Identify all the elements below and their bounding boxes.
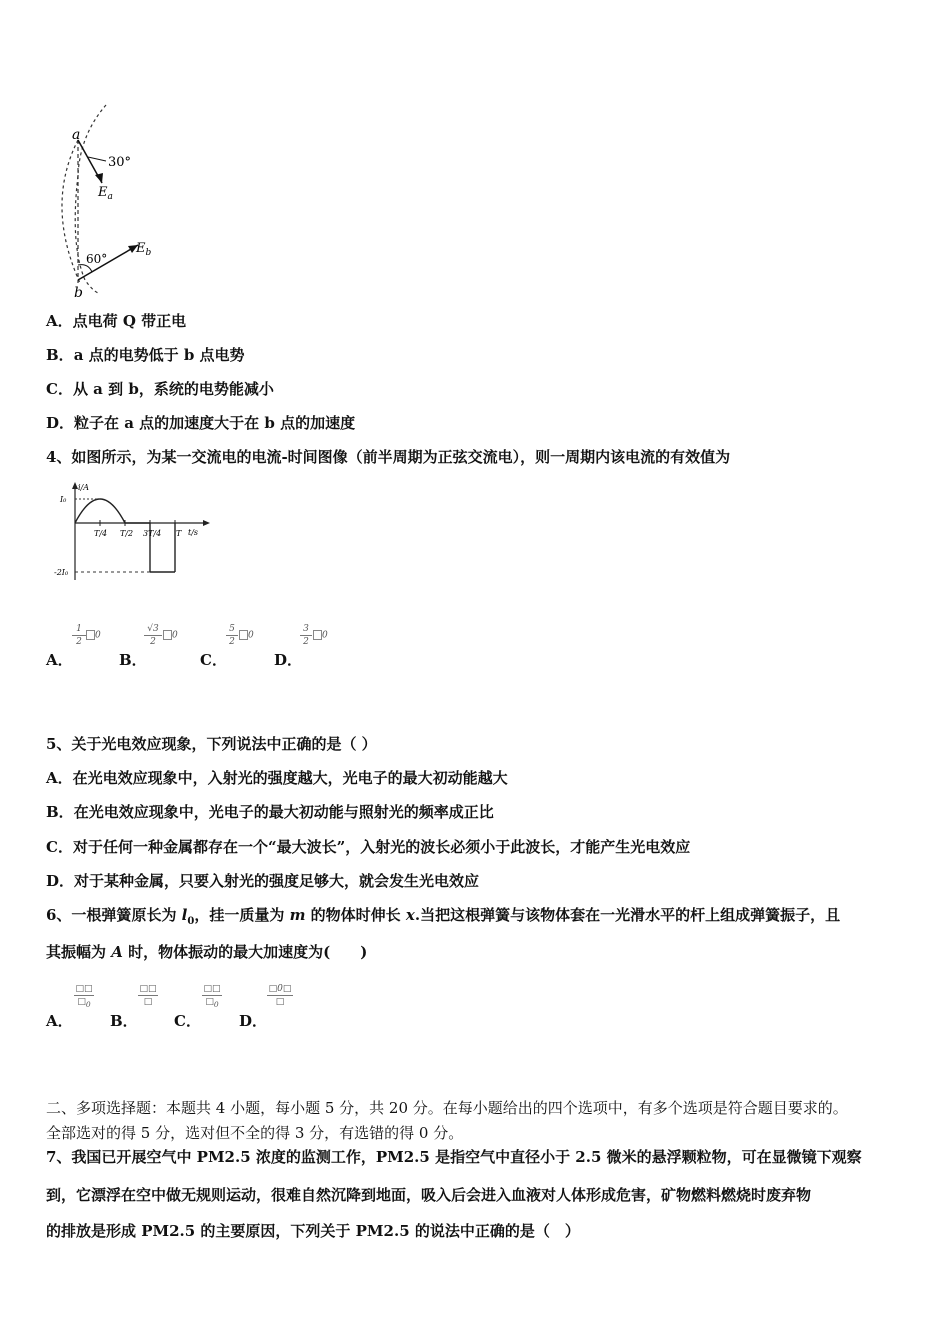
q5-option-b: B．在光电效应现象中，光电子的最大初动能与照射光的频率成正比 — [46, 803, 494, 821]
q4-option-c-value: 5 2 — [226, 624, 238, 647]
y-axis-label: i/A — [78, 483, 90, 492]
point-b-label: b — [74, 285, 83, 301]
placeholder-glyph — [86, 630, 95, 640]
q4-stem: 4、如图所示，为某一交流电的电流-时间图像（前半周期为正弦交流电），则一周期内该电流的有效值为 — [46, 448, 731, 466]
svg-text:Eb — [135, 241, 152, 258]
q4-option-b-value: √3 2 — [144, 624, 162, 647]
placeholder-glyph — [313, 630, 322, 640]
q6-option-c-key: C． — [174, 1012, 201, 1030]
q3-option-c: C．从 a 到 b，系统的电势能减小 — [46, 380, 274, 398]
angle-b-label: 60° — [86, 252, 108, 266]
q6-option-b-value: □□ □ — [139, 984, 157, 1007]
current-time-graph — [50, 480, 215, 585]
q5-option-d: D．对于某种金属，只要入射光的强度足够大，就会发生光电效应 — [46, 872, 480, 890]
q4-option-a-value: 1 2 — [72, 624, 86, 647]
q6-option-c-value: □□ $□_0$ — [203, 984, 221, 1009]
q5-stem: 5、关于光电效应现象，下列说法中正确的是（ ） — [46, 735, 377, 753]
field-b-sub: b — [145, 248, 152, 258]
q6-option-a-key: A． — [46, 1012, 73, 1030]
y-tick-top: I₀ — [60, 495, 67, 504]
angle-a-label: 30° — [108, 155, 132, 170]
q3-option-b: B．a 点的电势低于 b 点电势 — [46, 346, 245, 364]
section2-heading-line1: 二、多项选择题：本题共 4 小题，每小题 5 分，共 20 分。在每小题给出的四个选项中，有多个选项是符合题目要求的。 — [46, 1099, 848, 1117]
q7-stem-line3: 的排放是形成 PM2.5 的主要原因，下列关于 PM2.5 的说法中正确的是（ ） — [46, 1222, 580, 1240]
q4-option-d-value: 3 2 — [300, 624, 312, 647]
q6-stem-line2: 其振幅为 A 时，物体振动的最大加速度为( ) — [46, 943, 368, 961]
q6-option-d-value: □0□ □ — [268, 984, 292, 1007]
q4-option-b-key: B． — [119, 651, 147, 669]
q7-stem-line2: 到，它漂浮在空中做无规则运动，很难自然沉降到地面，吸入后会进入血液对人体形成危害，矿物燃料燃烧时废弃物 — [46, 1186, 812, 1204]
q3-option-a: A．点电荷 Q 带正电 — [46, 312, 187, 330]
q7-stem-line1: 7、我国已开展空气中 PM2.5 浓度的监测工作，PM2.5 是指空气中直径小于 2.5 微米的悬浮颗粒物，可在显微镜下观察 — [46, 1148, 862, 1166]
ea-arrowhead — [95, 173, 103, 183]
x-axis-label: t/s — [188, 528, 199, 537]
svg-text:Ea — [97, 185, 113, 202]
q4-option-a-key: A． — [46, 651, 73, 669]
y-tick-bottom: -2I₀ — [54, 568, 69, 577]
field-diagram — [40, 95, 180, 305]
q3-option-d: D．粒子在 a 点的加速度大于在 b 点的加速度 — [46, 414, 356, 432]
field-b-base: E — [136, 241, 146, 256]
field-a-sub: a — [107, 192, 113, 202]
q6-option-d-key: D． — [239, 1012, 268, 1030]
x-tick-4: T — [176, 529, 182, 538]
q6-option-a-value: □□ $□_0$ — [75, 984, 93, 1009]
point-a-label: a — [72, 127, 81, 143]
q6-option-b-key: B． — [110, 1012, 138, 1030]
q4-option-d-key: D． — [274, 651, 303, 669]
q4-option-c-key: C． — [200, 651, 227, 669]
section2-heading-line2: 全部选对的得 5 分，选对但不全的得 3 分，有选错的得 0 分。 — [46, 1124, 464, 1142]
q6-stem-line1: 6、一根弹簧原长为 $l_0$，挂一质量为 m 的物体时伸长 x.当把这根弹簧与该物体套在一光滑水平的杆上组成弹簧振子，且 — [46, 906, 841, 927]
x-tick-1: T/4 — [94, 529, 108, 538]
sine-half-wave — [75, 499, 125, 523]
q5-option-c: C．对于任何一种金属都存在一个“最大波长”，入射光的波长必须小于此波长，才能产生光电效应 — [46, 838, 691, 856]
placeholder-glyph — [163, 630, 172, 640]
placeholder-glyph — [239, 630, 248, 640]
x-tick-3: 3T/4 — [143, 529, 162, 538]
field-a-base: E — [98, 185, 108, 200]
x-tick-2: T/2 — [120, 529, 134, 538]
q5-option-a: A．在光电效应现象中，入射光的强度越大，光电子的最大初动能越大 — [46, 769, 508, 787]
